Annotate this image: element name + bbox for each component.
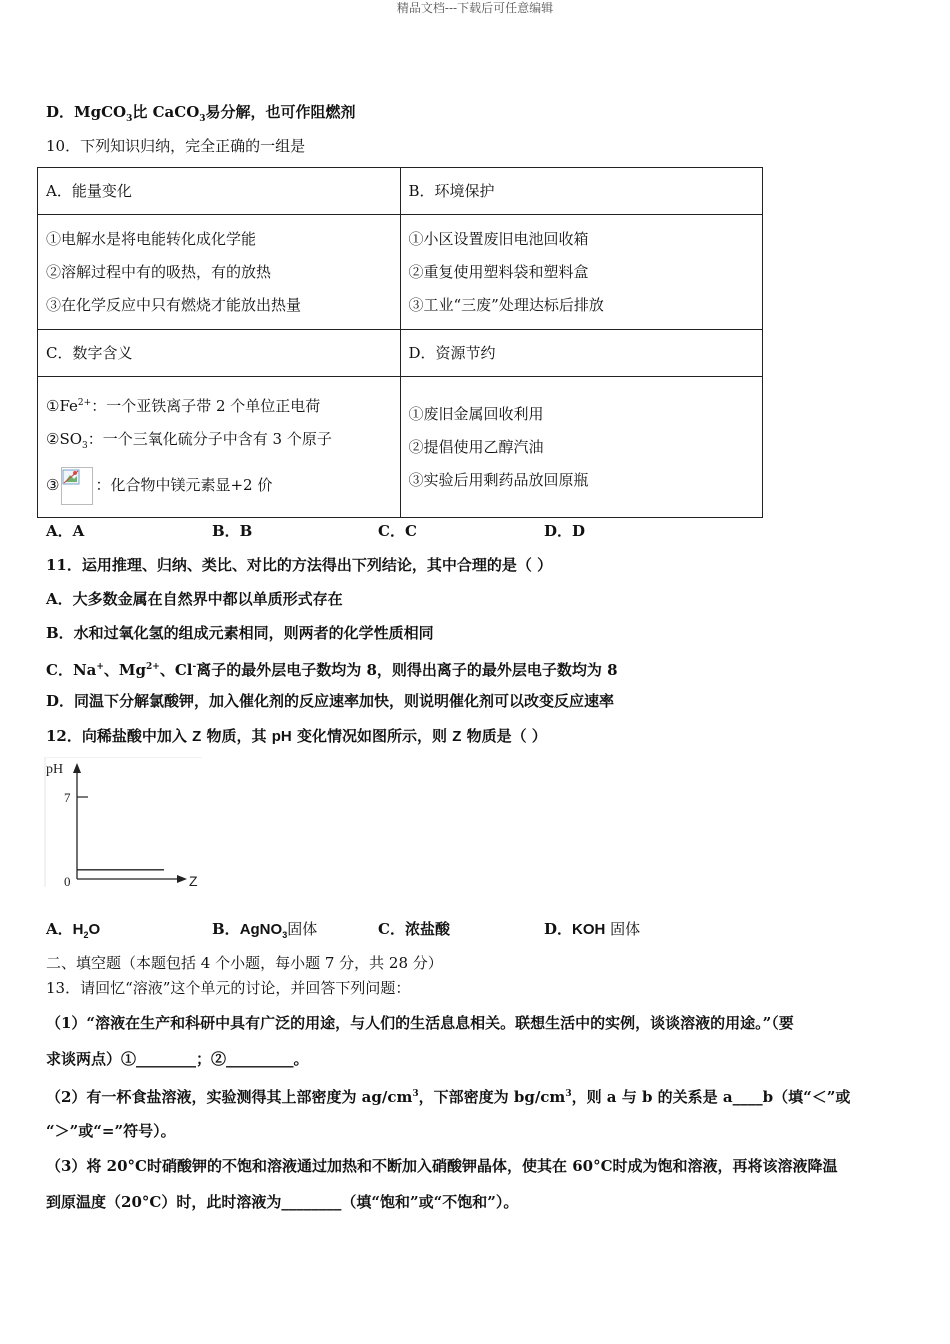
q12a-label: A． bbox=[46, 920, 73, 938]
q11-stem: 11．运用推理、归纳、类比、对比的方法得出下列结论，其中合理的是（ ） bbox=[46, 556, 553, 574]
q12-stem-ph: pH bbox=[271, 728, 292, 745]
cell-a-title: A．能量变化 bbox=[38, 168, 401, 215]
q13-p2-line1 bbox=[46, 1083, 850, 1108]
q12-stem-d: 物质是（ ） bbox=[461, 727, 547, 745]
a-item-3: ③在化学反应中只有燃烧才能放出热量 bbox=[46, 295, 302, 314]
q9d-text-a: MgCO bbox=[74, 103, 127, 121]
q9d-sub-a: 3 bbox=[126, 114, 133, 124]
q12d-a: KOH bbox=[572, 921, 606, 938]
cell-d-title: D．资源节约 bbox=[400, 330, 763, 377]
q10-option-a: A．A bbox=[46, 522, 85, 540]
tick-label-7: 7 bbox=[64, 790, 71, 805]
q11-option-d: D．同温下分解氯酸钾，加入催化剂的反应速率加快，则说明催化剂可以改变反应速率 bbox=[46, 692, 615, 710]
b-item-2: ②重复使用塑料袋和塑料盒 bbox=[408, 262, 589, 281]
q9d-label: D． bbox=[46, 103, 75, 121]
q13-p3-line1: （3）将 20°C时硝酸钾的不饱和溶液通过加热和不断加入硝酸钾晶体，使其在 60°C时成为饱和溶液，再将该溶液降温 bbox=[46, 1157, 838, 1175]
d-item-3: ③实验后用剩药品放回原瓶 bbox=[408, 470, 589, 489]
q11-option-b: B．水和过氧化氢的组成元素相同，则两者的化学性质相同 bbox=[46, 624, 434, 642]
cell-b-items bbox=[400, 215, 763, 330]
y-axis-arrow bbox=[73, 763, 81, 773]
q13-stem: 13．请回忆“溶液”这个单元的讨论，并回答下列问题： bbox=[46, 979, 411, 997]
y-axis-label: pH bbox=[46, 762, 64, 777]
ph-chart bbox=[44, 757, 204, 892]
d-item-1: ①废旧金属回收利用 bbox=[408, 404, 544, 423]
q9d-sub-b: 3 bbox=[199, 114, 206, 124]
q12d-b: 固体 bbox=[605, 920, 641, 938]
x-axis-arrow bbox=[177, 875, 187, 883]
c-item-2-sub: 3 bbox=[82, 441, 88, 451]
q10-option-c: C．C bbox=[378, 522, 417, 540]
q13-p2-c: ，则 a 与 b 的关系是 a____b（填“＜”或 bbox=[571, 1088, 851, 1106]
q11c-a: C．Na bbox=[46, 661, 97, 679]
q12-stem-c: 变化情况如图所示，则 bbox=[291, 727, 453, 745]
c-item-1-b: ：一个亚铁离子带 2 个单位正电荷 bbox=[91, 397, 321, 415]
q11c-sup3: - bbox=[192, 662, 197, 672]
q12-stem-a: 12．向稀盐酸中加入 bbox=[46, 727, 193, 745]
c-item-2-a: ②SO bbox=[46, 430, 83, 448]
q11c-d: 离子的最外层电子数均为 8，则得出离子的最外层电子数均为 8 bbox=[196, 661, 618, 679]
c-item-3-b: ：化合物中镁元素显+2 价 bbox=[95, 476, 273, 494]
q9d-text-b: 比 CaCO bbox=[132, 103, 200, 121]
q11c-sup1: + bbox=[96, 662, 104, 672]
q12a-b: O bbox=[88, 921, 101, 938]
section-2-title: 二、填空题（本题包括 4 个小题，每小题 7 分，共 28 分） bbox=[46, 954, 443, 972]
q12b-sub: 3 bbox=[282, 930, 288, 940]
q11c-sup2: 2+ bbox=[146, 662, 160, 672]
a-item-1: ①电解水是将电能转化成化学能 bbox=[46, 229, 257, 248]
q13-p2-a: （2）有一杯食盐溶液，实验测得其上部密度为 ag/cm bbox=[46, 1088, 413, 1106]
c-item-1-a: ①Fe bbox=[46, 397, 78, 415]
c-item-2-b: ：一个三氧化硫分子中含有 3 个原子 bbox=[87, 430, 332, 448]
b-item-1: ①小区设置废旧电池回收箱 bbox=[408, 229, 589, 248]
q11c-b: 、Mg bbox=[103, 661, 147, 679]
q12-stem-z2: Z bbox=[452, 728, 462, 745]
q12-stem bbox=[46, 725, 547, 748]
d-item-2: ②提倡使用乙醇汽油 bbox=[408, 437, 544, 456]
cell-d-items bbox=[400, 377, 763, 518]
q13-p1-line2: 求谈两点）①________；②_________。 bbox=[46, 1050, 309, 1068]
q12a-a: H bbox=[72, 921, 84, 938]
cell-c-items bbox=[38, 377, 401, 518]
broken-image-icon bbox=[61, 467, 93, 505]
q13-p3-line2: 到原温度（20°C）时，此时溶液为________（填“饱和”或“不饱和”）。 bbox=[46, 1193, 519, 1211]
c-item-2 bbox=[46, 423, 400, 463]
q10-stem: 10．下列知识归纳，完全正确的一组是 bbox=[46, 137, 306, 155]
c-item-1 bbox=[46, 387, 400, 423]
q12-option-c: C．浓盐酸 bbox=[378, 920, 450, 938]
q12-stem-z: Z bbox=[192, 728, 202, 745]
q11-option-a: A．大多数金属在自然界中都以单质形式存在 bbox=[46, 590, 343, 608]
origin-label: 0 bbox=[64, 874, 71, 889]
q13-p1-line1: （1）“溶液在生产和科研中具有广泛的用途，与人们的生活息息相关。联想生活中的实例，谈谈溶液的用途。”（要 bbox=[46, 1014, 794, 1032]
q12b-b: 固体 bbox=[287, 920, 318, 938]
q10-options bbox=[46, 520, 585, 542]
q12-options bbox=[46, 918, 640, 946]
q12b-label: B． bbox=[212, 920, 240, 938]
q10-option-b: B．B bbox=[212, 522, 253, 540]
q10-option-d: D．D bbox=[544, 522, 586, 540]
x-axis-label: Z bbox=[189, 873, 198, 889]
c-item-3-a: ③ bbox=[46, 476, 60, 494]
q11-option-c bbox=[46, 656, 618, 681]
q13-p2-b: ，下部密度为 bg/cm bbox=[418, 1088, 566, 1106]
q12b-a: AgNO bbox=[239, 921, 283, 938]
page-header: 精品文档---下载后可任意编辑 bbox=[396, 1, 554, 15]
q10-knowledge-table bbox=[37, 167, 763, 518]
q11c-c: 、Cl bbox=[159, 661, 193, 679]
c-item-3 bbox=[46, 463, 400, 507]
q12-option-a bbox=[46, 918, 212, 946]
q13-p2-sup2: 3 bbox=[565, 1089, 572, 1099]
cell-c-title: C．数字含义 bbox=[38, 330, 401, 377]
q12-option-b bbox=[212, 918, 378, 946]
q13-p2-sup1: 3 bbox=[412, 1089, 419, 1099]
c-item-1-sup: 2+ bbox=[77, 398, 92, 408]
q12a-sub: 2 bbox=[83, 930, 89, 940]
q12-option-d bbox=[544, 920, 640, 938]
b-item-3: ③工业“三废”处理达标后排放 bbox=[408, 295, 604, 314]
q12-stem-b: 物质，其 bbox=[201, 727, 272, 745]
q13-p2-line2: “＞”或“=”符号）。 bbox=[46, 1122, 176, 1140]
q12d-label: D． bbox=[544, 920, 573, 938]
q9d-text-c: 易分解，也可作阻燃剂 bbox=[205, 103, 356, 121]
q9-option-d bbox=[46, 101, 356, 130]
a-item-2: ②溶解过程中有的吸热，有的放热 bbox=[46, 262, 272, 281]
cell-b-title: B．环境保护 bbox=[400, 168, 763, 215]
cell-a-items bbox=[38, 215, 401, 330]
